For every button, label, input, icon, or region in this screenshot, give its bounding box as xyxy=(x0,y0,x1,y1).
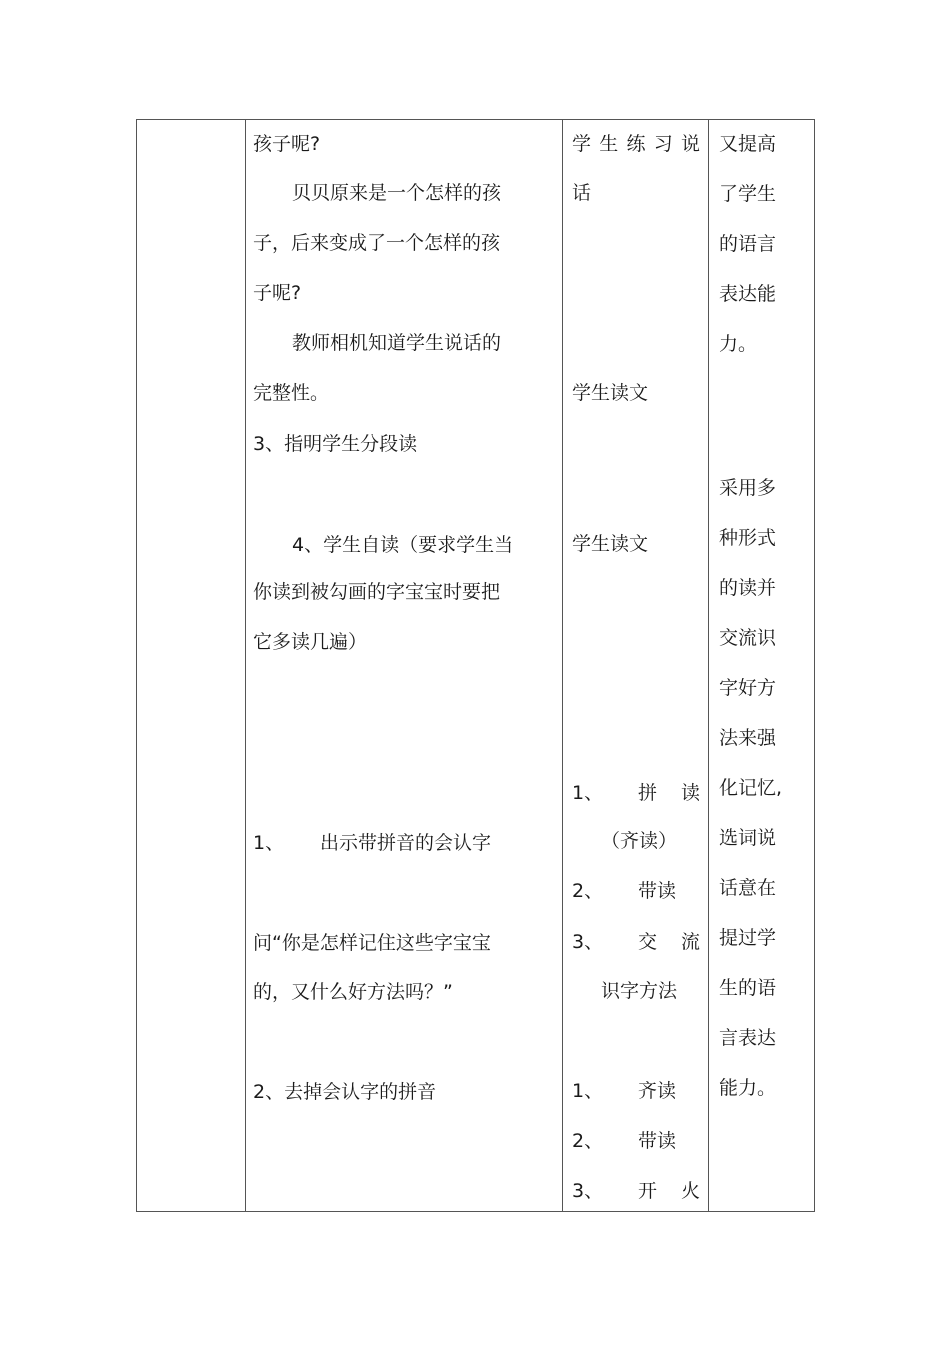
process-line: 3、指明学生分段读 xyxy=(253,433,418,455)
intent-line: 种形式 xyxy=(719,527,777,549)
intent-line: 表达能 xyxy=(719,283,777,305)
activity-step-word: 拼 读 xyxy=(638,782,700,804)
intent-line: 能力。 xyxy=(719,1077,777,1099)
intent-line: 字好方 xyxy=(719,677,777,699)
activity-step-num: 1、 xyxy=(572,1080,604,1102)
intent-line: 法来强 xyxy=(719,727,777,749)
activity-step-word: 交 流 xyxy=(638,931,700,953)
intent-line: 采用多 xyxy=(719,477,777,499)
activity-step-word: 带读 xyxy=(638,880,677,902)
activity-step-num: 2、 xyxy=(572,1130,604,1152)
activity-line: 识字方法 xyxy=(601,980,678,1002)
activity-step-num: 2、 xyxy=(572,880,604,902)
intent-line: 生的语 xyxy=(719,977,777,999)
activity-line: 学生读文 xyxy=(572,533,649,555)
process-line: 子呢? xyxy=(253,282,302,304)
intent-line: 化记忆, xyxy=(719,777,783,799)
intent-line: 交流识 xyxy=(719,627,777,649)
lesson-plan-table xyxy=(136,119,815,1212)
activity-step-num: 1、 xyxy=(572,782,604,804)
process-line: 你读到被勾画的字宝宝时要把 xyxy=(253,581,501,603)
intent-line: 提过学 xyxy=(719,927,777,949)
column-divider-2 xyxy=(562,120,563,1211)
activity-line: 学生读文 xyxy=(572,382,649,404)
intent-line: 又提高 xyxy=(719,133,777,155)
process-line: 1、 xyxy=(253,832,285,854)
process-line: 它多读几遍） xyxy=(253,631,368,653)
activity-step-num: 3、 xyxy=(572,931,604,953)
process-line: 2、去掉会认字的拼音 xyxy=(253,1081,437,1103)
process-line: 完整性。 xyxy=(253,382,330,404)
intent-line: 的语言 xyxy=(719,233,777,255)
process-line: 孩子呢? xyxy=(253,133,321,155)
process-line: 4、学生自读（要求学生当 xyxy=(292,534,514,556)
process-line: 子，后来变成了一个怎样的孩 xyxy=(253,232,501,254)
intent-line: 力。 xyxy=(719,333,758,355)
process-line: 出示带拼音的会认字 xyxy=(320,832,492,854)
activity-line: 学 生 练 习 说 xyxy=(572,133,700,155)
activity-step-word: 齐读 xyxy=(638,1080,677,1102)
activity-step-word: 开 火 xyxy=(638,1180,700,1202)
activity-step-num: 3、 xyxy=(572,1180,604,1202)
process-line: 问“你是怎样记住这些字宝宝 xyxy=(253,932,491,954)
process-line: 的，又什么好方法吗？” xyxy=(253,981,453,1003)
column-divider-3 xyxy=(708,120,709,1211)
activity-line: （齐读） xyxy=(601,830,678,852)
process-line: 教师相机知道学生说话的 xyxy=(292,332,502,354)
process-line: 贝贝原来是一个怎样的孩 xyxy=(292,182,502,204)
intent-line: 的读并 xyxy=(719,577,777,599)
intent-line: 了学生 xyxy=(719,183,777,205)
intent-line: 言表达 xyxy=(719,1027,777,1049)
activity-step-word: 带读 xyxy=(638,1130,677,1152)
column-divider-1 xyxy=(245,120,246,1211)
activity-line: 话 xyxy=(572,182,592,204)
intent-line: 话意在 xyxy=(719,877,777,899)
intent-line: 选词说 xyxy=(719,827,777,849)
